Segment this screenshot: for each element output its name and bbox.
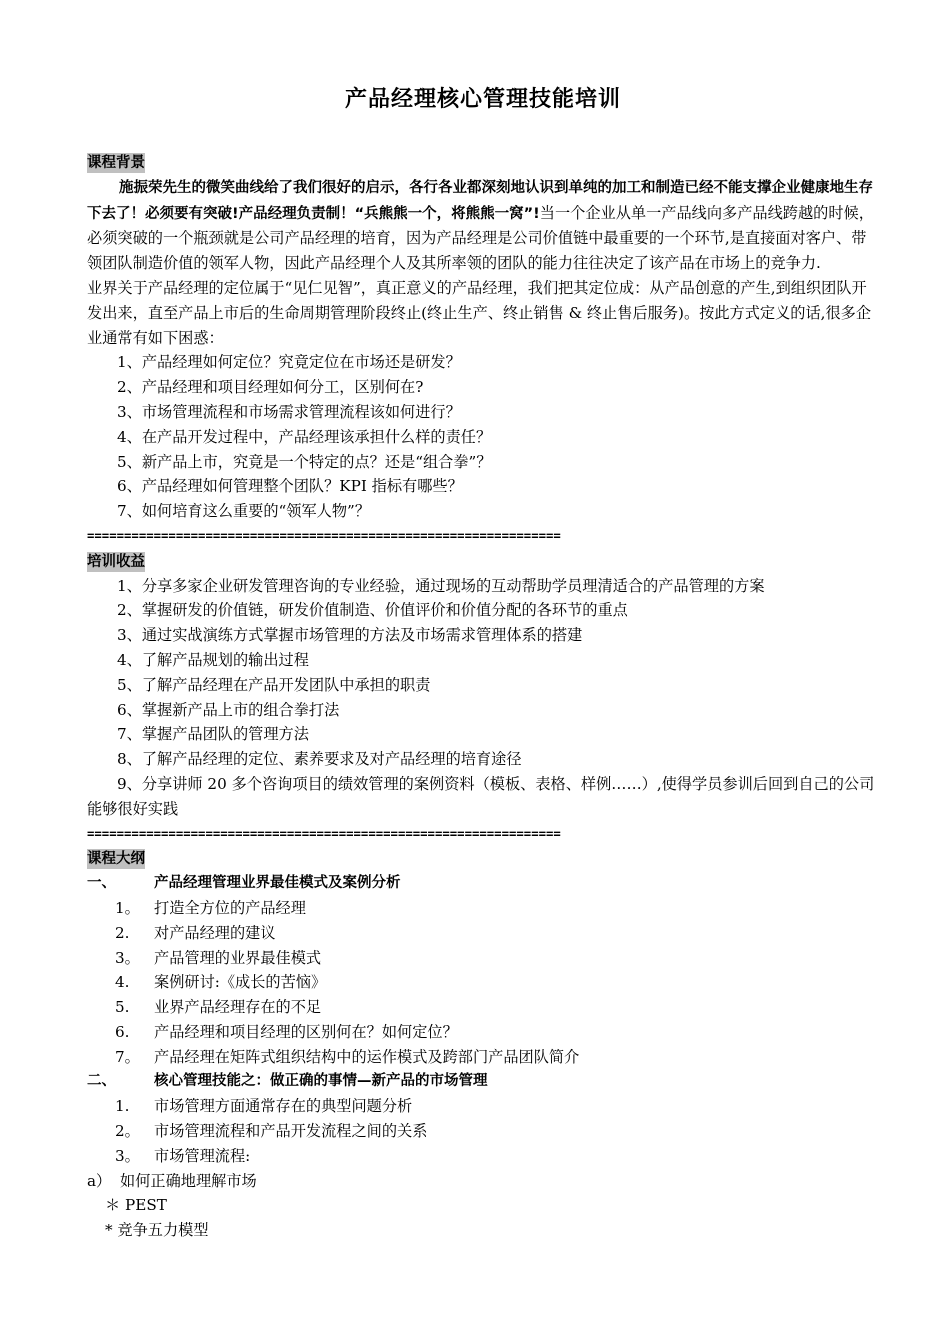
question-item: 1、产品经理如何定位？究竟定位在市场还是研发？ (117, 353, 461, 372)
item-number: 2. (115, 923, 130, 942)
section-heading-line (87, 150, 879, 175)
question-item: 2、产品经理和项目经理如何分工，区别何在? (117, 378, 424, 397)
outline-item (87, 896, 879, 921)
item-text: 案例研讨:《成长的苦恼》 (154, 973, 327, 992)
benefit-item: 6、掌握新产品上市的组合拳打法 (117, 700, 340, 719)
outline-chapter-1 (87, 871, 879, 896)
outline-chapter-2 (87, 1069, 879, 1094)
benefit-item: 8、了解产品经理的定位、素养要求及对产品经理的培育途径 (117, 750, 522, 769)
benefit-item: 5、了解产品经理在产品开发团队中承担的职责 (117, 675, 431, 694)
chapter-number: 一、 (87, 875, 116, 892)
benefit-item: 2、掌握研发的价值链，研发价值制造、价值评价和价值分配的各环节的重点 (117, 601, 628, 620)
benefit-item: 7、掌握产品团队的管理方法 (117, 725, 309, 744)
item-text: 市场管理流程和产品开发流程之间的关系 (154, 1122, 428, 1141)
item-number: 1. (115, 1097, 130, 1116)
item-number: 1。 (115, 898, 140, 917)
item-text: 产品管理的业界最佳模式 (154, 948, 322, 967)
item-number: 3。 (115, 1146, 140, 1165)
background-paragraph-2: 业界关于产品经理的定位属于“见仁见智”，真正意义的产品经理，我们把其定位成：从产品创意的产生,到组织团队开发出来，直至产品上市后的生命周期管理阶段终止(终止生产、终止销售 & 终止售后服务)。按此方式定义的话,很多企业通常有如下困惑： (87, 278, 872, 347)
separator-line: ================================================================ (87, 826, 561, 841)
chapter-number: 二、 (87, 1073, 116, 1090)
question-item: 6、产品经理如何管理整个团队？KPI 指标有哪些？ (117, 477, 463, 496)
bullet-item: * 竞争五力模型 (105, 1221, 209, 1240)
item-number: 7。 (115, 1047, 140, 1066)
section-heading-background: 课程背景 (87, 155, 145, 171)
outline-item (87, 1094, 879, 1119)
item-text: 打造全方位的产品经理 (154, 898, 306, 917)
chapter-title: 核心管理技能之：做正确的事情—新产品的市场管理 (154, 1073, 488, 1090)
subitem-text: 如何正确地理解市场 (120, 1171, 257, 1190)
benefit-item: 9、分享讲师 20 多个咨询项目的绩效管理的案例资料（模板、表格、样例……）,使得学员参训后回到自己的公司能够很好实践 (87, 774, 875, 818)
page-title: 产品经理核心管理技能培训 (344, 87, 621, 112)
question-item: 7、如何培育这么重要的“领军人物”？ (117, 502, 371, 521)
section-heading-benefits: 培训收益 (87, 553, 145, 570)
item-text: 产品经理和项目经理的区别何在？如何定位？ (154, 1022, 458, 1041)
background-paragraph-1-rest: 当一个企业从单一产品线向多产品线跨越的时候，必须突破的一个瓶颈就是公司产品经理的培育，因为产品经理是公司价值链中最重要的一个环节,是直接面对客户、带领团队制造价值的领军人物，因此产品经理个人及其所率领的团队的能力往往决定了该产品在市场上的竞争力. (87, 203, 874, 273)
document-page (87, 84, 879, 1243)
outline-item (87, 946, 879, 971)
benefit-item: 1、分享多家企业研发管理咨询的专业经验，通过现场的互动帮助学员理清适合的产品管理的方案 (117, 576, 765, 595)
item-text: 市场管理方面通常存在的典型问题分析 (154, 1097, 413, 1116)
item-number: 4. (115, 973, 130, 992)
item-text: 产品经理在矩阵式组织结构中的运作模式及跨部门产品团队简介 (154, 1047, 580, 1066)
benefit-item: 4、了解产品规划的输出过程 (117, 650, 309, 669)
outline-item (87, 921, 879, 946)
item-number: 6. (115, 1022, 130, 1041)
item-number: 2。 (115, 1122, 140, 1141)
outline-item (87, 1045, 879, 1070)
chapter-title: 产品经理管理业界最佳模式及案例分析 (154, 875, 401, 892)
separator-line: ================================================================ (87, 528, 561, 543)
outline-item (87, 1119, 879, 1144)
question-item: 5、新产品上市，究竟是一个特定的点？还是“组合拳”？ (117, 452, 492, 471)
section-heading-line (87, 549, 879, 574)
outline-item (87, 995, 879, 1020)
section-heading-line (87, 846, 879, 871)
subitem-letter: a） (87, 1171, 112, 1190)
item-text: 市场管理流程: (154, 1146, 251, 1165)
item-number: 3。 (115, 948, 140, 967)
item-text: 对产品经理的建议 (154, 923, 276, 942)
outline-item (87, 1144, 879, 1169)
outline-subitem (87, 1169, 879, 1194)
background-paragraph-1-bold: 施振荣先生的微笑曲线给了我们很好的启示，各行各业都深刻地认识到单纯的加工和制造已经不能支撑企业健康地生存下去了！必须要有突破!产品经理负责制！“兵熊熊一个，将熊熊一窝”! (87, 179, 873, 222)
background-paragraph-1 (87, 175, 879, 276)
item-number: 5. (115, 998, 130, 1017)
item-text: 业界产品经理存在的不足 (154, 998, 322, 1017)
benefit-item: 3、通过实战演练方式掌握市场管理的方法及市场需求管理体系的搭建 (117, 626, 583, 645)
question-item: 3、市场管理流程和市场需求管理流程该如何进行？ (117, 402, 461, 421)
section-heading-outline: 课程大纲 (87, 851, 145, 868)
question-item: 4、在产品开发过程中，产品经理该承担什么样的责任？ (117, 427, 492, 446)
bullet-item: ＊ PEST (105, 1196, 167, 1215)
outline-item (87, 970, 879, 995)
outline-item (87, 1020, 879, 1045)
